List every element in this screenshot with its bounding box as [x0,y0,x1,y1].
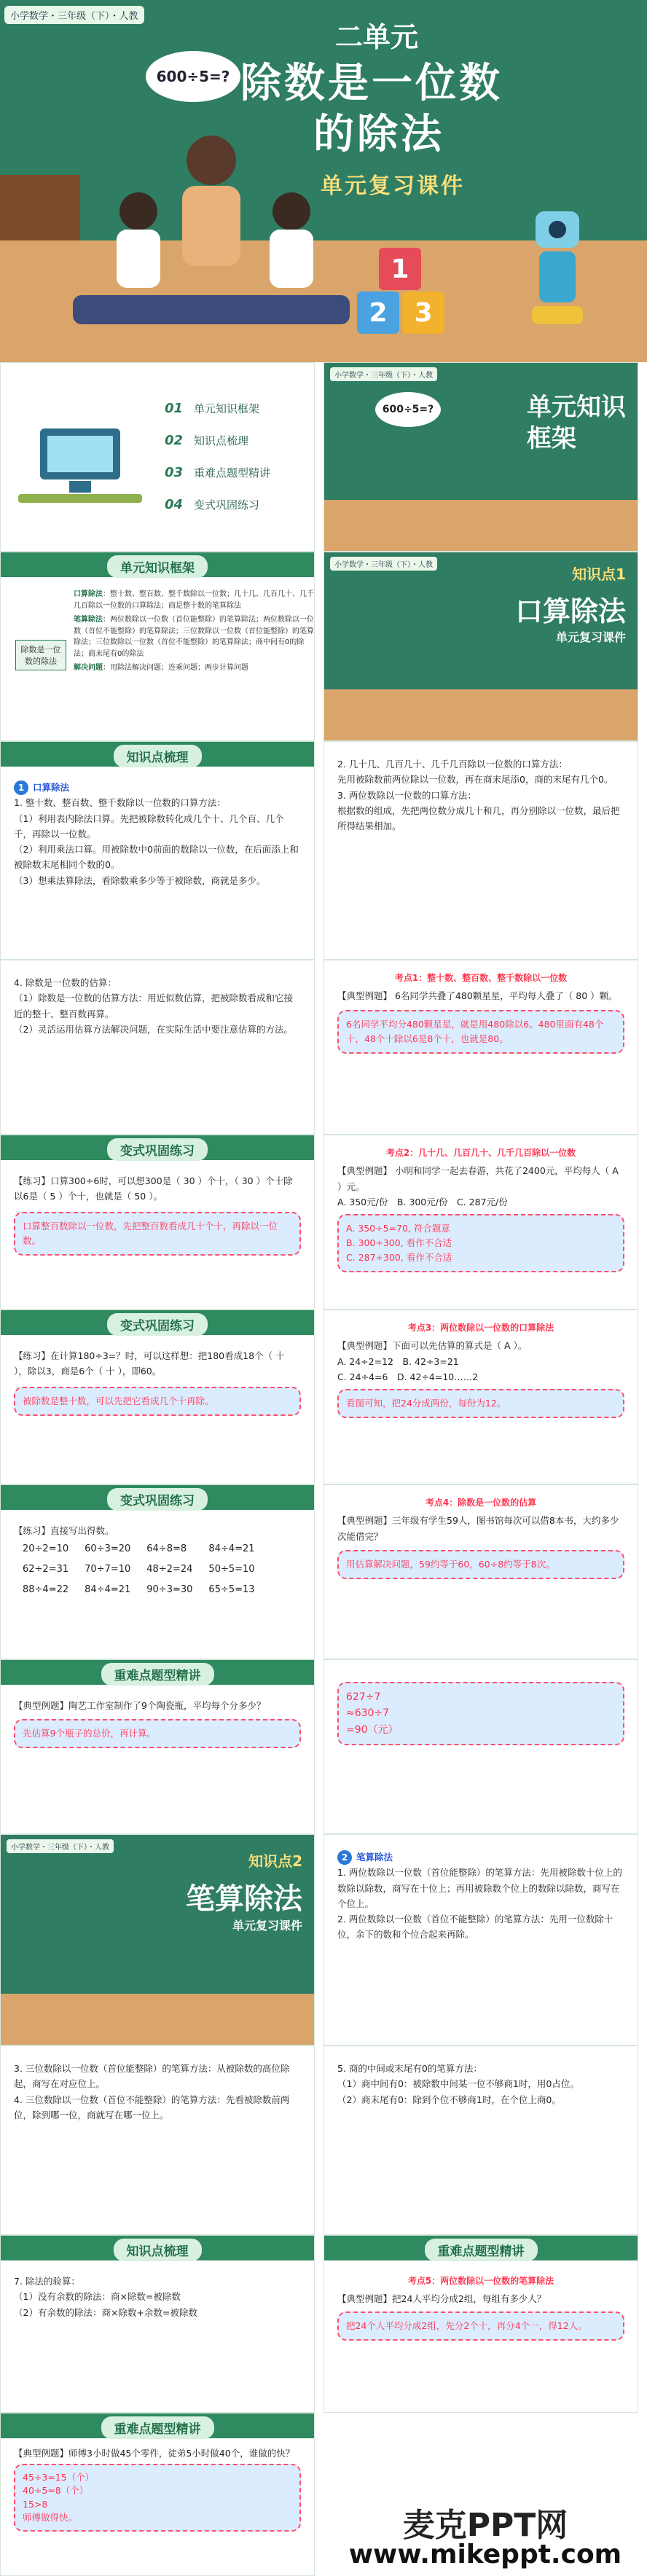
branch-2: 笔算除法：两位数除以一位数（首位能整除）的笔算除法；两位数除以一位数（首位不能整除）的笔算除法；三位数除以一位数（首位能整除）的笔算除法；三位数除以一位数（首位不能整除）的笔算除法；商中间有0的除法；商末尾有0的除法 [74,616,314,658]
slide-title: 重难点题型精讲 [425,2239,538,2261]
menu-slide [0,362,315,552]
slide-example-4 [324,1484,638,1659]
menu-item-1[interactable]: 01 单元知识框架 [165,401,260,416]
slide-check-division [0,2235,315,2413]
robot-illustration [525,204,590,328]
floor [1,1994,314,2045]
section-cover-framework [324,362,638,552]
text-line: 先用被除数前两位除以一位数，再在商末尾添0，商的末尾有几个0。 [337,774,613,786]
formula-box: 627÷7 ≈630÷7 =90（元） [337,1682,624,1745]
grade-tag: 小学数学・三年级（下）・人教 [7,1839,114,1853]
slide-example-2 [324,1135,638,1309]
slide-example-5-solution [324,1659,638,1834]
grade-tag: 小学数学・三年级（下）・人教 [330,367,437,381]
slide-written-2 [0,2045,315,2235]
slide-written-3 [324,2045,638,2235]
section-cover-kp2 [0,1834,315,2045]
menu-item-4[interactable]: 04 变式巩固练习 [165,497,260,512]
framework-slide [0,552,315,741]
cover-slide [0,0,647,362]
text-line: （1）除数是一位数的估算方法：用近似数估算，把被除数看成和它接近的整十、整百数再算。 [14,993,293,1019]
text-line: （3）想乘法算除法，看除数乘多少等于被除数，商就是多少。 [14,874,266,886]
slide-example-5 [0,1659,315,1834]
slide-estimation [0,960,315,1135]
solution-box: 先估算9个瓶子的总价，再计算。 [14,1719,301,1748]
solution-box: A. 350÷5=70, 符合题意 B. 300÷300, 看作不合适 C. 287÷300, 看作不合适 [337,1214,624,1272]
text-line: （1）利用表内除法口算。先把被除数转化成几个十、几个百、几个千，再除以一位数。 [14,813,284,839]
text-line: （1）没有余数的除法：商×除数=被除数 [14,2291,181,2303]
framework-tree [74,589,314,674]
number-badge-icon: 1 [14,780,28,795]
question-text: 【典型例题】陶艺工作室制作了9个陶瓷瓶，平均每个分多少？ [14,1700,266,1711]
text-line: 7. 除法的验算： [14,2276,80,2287]
menu-item-2[interactable]: 02 知识点梳理 [165,433,249,448]
speech-bubble: 600÷5=? [146,51,240,102]
text-line: 3. 三位数除以一位数（首位能整除）的笔算方法：从被除数的高位除起，商写在对应位上。 [14,2063,290,2090]
options-row: A. 24÷2=12 B. 42÷3=21 [337,1355,459,1367]
slide-example-7 [0,2413,315,2576]
floor [324,500,638,551]
solution-box: 把24个人平均分成2组，先分2个十，再分4个一，得12人。 [337,2311,624,2341]
topic-tag: 考点4：除数是一位数的估算 [425,1498,537,1508]
kp-subtitle: 单元复习课件 [232,1919,302,1933]
text-line: 根据数的组成，先把两位数分成几十和几，再分别除以一位数，最后把所得结果相加。 [337,804,620,831]
cover-title-line1: 除数是一位数 [240,60,503,107]
text-line: 3. 两位数除以一位数的口算方法： [337,789,477,801]
grade-tag: 小学数学・三年级（下）・人教 [4,6,144,24]
slide-title: 重难点题型精讲 [101,1663,214,1686]
topic-tag: 考点1：整十数、整百数、整千数除以一位数 [394,973,568,983]
question-text: 【典型例题】三年级有学生59人，图书馆每次可以借8本书，大约多少次能借完？ [337,1515,619,1542]
options-row: C. 24÷4=6 D. 42÷4=10……2 [337,1371,479,1382]
slide-practice-1 [0,1135,315,1309]
text-line: （2）利用乘法口算。用被除数中0前面的数除以一位数，在后面添上和被除数末尾相同个数的0。 [14,844,299,871]
slide-title: 单元知识框架 [107,555,208,578]
topic-tag: 考点2：几十几、几百几十、几千几百除以一位数 [385,1148,576,1158]
brand-name: 麦克PPT网 [402,2507,568,2544]
question-text: 【典型例题】把24人平均分成2组，每组有多少人？ [337,2293,546,2305]
slide-title: 重难点题型精讲 [101,2416,214,2439]
topic-tag: 考点5：两位数除以一位数的笔算除法 [407,2276,554,2286]
number-badge-icon: 2 [337,1850,352,1865]
section-cover-kp1 [324,552,638,741]
slide-practice-3 [0,1484,315,1659]
topic-tag: 考点3：两位数除以一位数的口算除法 [407,1323,554,1333]
text-line: （1）商中间有0：被除数中间某一位不够商1时，用0占位。 [337,2078,579,2090]
slide-title: 变式巩固练习 [107,1138,208,1161]
number-cube-2: 2 [357,291,399,334]
framework-root: 除数是一位数的除法 [15,640,66,670]
number-cube-1: 1 [379,248,421,290]
slide-kp-oral-division [0,741,315,960]
section-head: 2 笔算除法 [337,1849,624,1865]
text-line: （2）灵活运用估算方法解决问题，在实际生活中要注意估算的方法。 [14,1023,293,1035]
kp-subtitle: 单元复习课件 [555,630,626,644]
text-line: 4. 除数是一位数的估算： [14,977,117,988]
text-line: （2）商末尾有0：除到个位不够商1时，在个位上商0。 [337,2094,561,2105]
solution-box: 看图可知，把24分成两份，每份为12。 [337,1389,624,1418]
slide-practice-2 [0,1309,315,1484]
section-head: 1 口算除法 [14,780,301,795]
text-line: （2）有余数的除法：商×除数+余数=被除数 [14,2306,197,2318]
slide-title: 知识点梳理 [114,745,202,767]
section-title: 单元知识 框架 [527,393,626,453]
answer-grid: 20÷2=10 60÷3=20 64÷8=8 84÷4=21 62÷2=31 70÷7=10 48÷2=24 50÷5=10 88÷4=22 84÷4=21 90÷3=30 65÷5=13 [23,1543,255,1596]
kp-label: 知识点1 [572,565,626,583]
cover-title-line2: 的除法 [313,111,444,158]
solution-box: 6名同学平均分480颗星星，就是用480除以6。480里面有48个十，48个十除以6是8个十，也就是80。 [337,1010,624,1054]
branch-3: 解决问题：用除法解决问题；连乘问题；两步计算问题 [74,664,248,672]
question-text: 【典型例题】 6名同学共叠了480颗星星，平均每人叠了（ 80 ）颗。 [337,990,618,1002]
brand-footer [324,2413,647,2576]
slide-title: 变式巩固练习 [107,1488,208,1511]
branch-1: 口算除法：整十数、整百数、整千数除以一位数；几十几、几百几十、几千几百除以一位数的口算除法；商是整十数的笔算除法 [74,590,314,610]
slide-example-1 [324,960,638,1135]
solution-box: 被除数是整十数，可以先把它看成几个十再除。 [14,1387,301,1416]
speech-bubble: 600÷5=? [375,392,441,427]
solution-box: 用估算解决问题，59约等于60，60÷8约等于8次。 [337,1550,624,1579]
slide-title: 变式巩固练习 [107,1313,208,1336]
brand-url[interactable]: www.mikeppt.com [348,2540,622,2569]
question-text: 【练习】口算300÷6时，可以想300是（ 30 ）个十，（ 30 ）个十除以6是（ 5 ）个十，也就是（ 50 ）。 [14,1175,293,1202]
slide-example-3 [324,1309,638,1484]
solution-box: 45÷3=15（个） 40÷5=8（个） 15>8 师傅做得快。 [14,2464,301,2532]
students-illustration [73,117,350,335]
question-text: 【练习】在计算180÷3=？时，可以这样想：把180看成18个（ 十 ），除以3，商是6个（ 十 ），即60。 [14,1350,285,1377]
text-line: 2. 几十几、几百几十、几千几百除以一位数的口算方法： [337,759,568,770]
question-text: 【练习】直接写出得数。 [14,1525,114,1536]
computer-illustration [11,392,149,516]
text-line: 1. 两位数除以一位数（首位能整除）的笔算方法：先用被除数十位上的数除以除数，商写在十位上；再用被除数个位上的数除以除数，商写在个位上。 [337,1867,622,1909]
options-row: A. 350元/份 B. 300元/份 C. 287元/份 [337,1196,508,1207]
slide-title: 知识点梳理 [114,2239,202,2261]
number-cube-3: 3 [402,291,444,334]
slide-kp-oral-2 [324,741,638,960]
cover-subtitle: 单元复习课件 [321,173,465,199]
unit-label: 二单元 [335,21,419,53]
text-line: 1. 整十数、整百数、整千数除以一位数的口算方法： [14,797,226,809]
kp-title: 笔算除法 [186,1882,302,1916]
slide-kp-written-division [324,1834,638,2045]
grade-tag: 小学数学・三年级（下）・人教 [330,557,437,571]
question-text: 【典型例题】下面可以先估算的算式是（ A ）。 [337,1340,528,1352]
question-text: 【典型例题】 小明和同学一起去春游，共花了2400元，平均每人（ A ）元。 [337,1165,619,1192]
menu-item-3[interactable]: 03 重难点题型精讲 [165,465,271,480]
text-line: 5. 商的中间或末尾有0的笔算方法： [337,2063,482,2074]
text-line: 4. 三位数除以一位数（首位不能整除）的笔算方法：先看被除数前两位，除到哪一位，商就写在哪一位上。 [14,2094,290,2121]
text-line: 2. 两位数除以一位数（首位不能整除）的笔算方法：先用一位数除十位，余下的数和个位合起来再除。 [337,1914,613,1941]
question-text: 【典型例题】师傅3小时做45个零件，徒弟5小时做40个，谁做的快？ [14,2448,295,2459]
kp-label: 知识点2 [248,1852,302,1870]
slide-example-6 [324,2235,638,2413]
kp-title: 口算除法 [514,595,626,627]
floor [324,689,638,740]
solution-box: 口算整百数除以一位数，先把整百数看成几十个十，再除以一位数。 [14,1212,301,1256]
